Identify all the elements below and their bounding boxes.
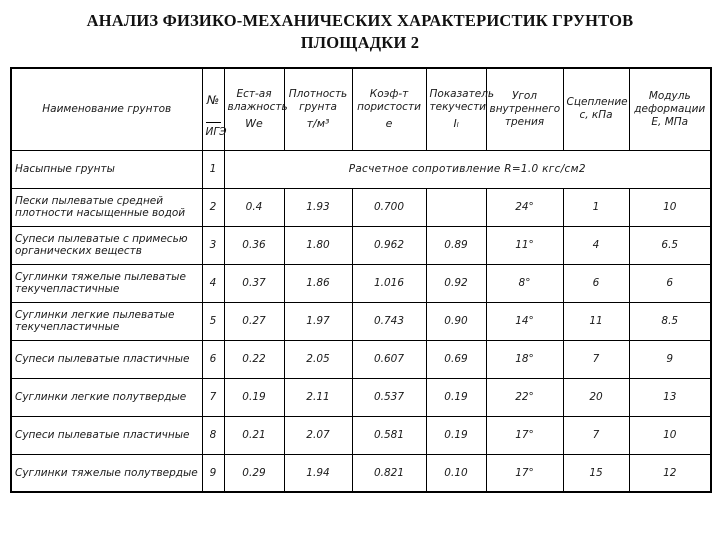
title-line-1: АНАЛИЗ ФИЗИКО-МЕХАНИЧЕСКИХ ХАРАКТЕРИСТИК ГРУНТОВ [86,11,634,30]
soil-name: Суглинки легкие полутвердые [11,378,202,416]
ige-number: 3 [202,226,224,264]
modulus-value: 8.5 [629,302,711,340]
header-fluidity [426,68,495,150]
porosity-value: 0.581 [352,416,426,454]
porosity-value: 0.821 [352,454,426,492]
ige-number: 5 [202,302,224,340]
modulus-value: 10 [629,188,711,226]
modulus-value: 12 [629,454,711,492]
moisture-value: 0.4 [224,188,284,226]
density-value: 1.80 [284,226,352,264]
friction-value: 18° [486,340,563,378]
header-soil-name: Наименование грунтов [11,68,202,150]
soil-name: Супеси пылеватые с примесью органических веществ [11,226,202,264]
soil-name: Супеси пылеватые пластичные [11,340,202,378]
ige-number: 1 [202,150,224,188]
header-fluidity-label: Показатель текучести [429,88,495,114]
density-value: 2.05 [284,340,352,378]
cohesion-value: 7 [563,416,629,454]
porosity-value: 0.743 [352,302,426,340]
moisture-value: 0.21 [224,416,284,454]
header-row [11,68,711,150]
moisture-value: 0.29 [224,454,284,492]
friction-value: 22° [486,378,563,416]
header-density-unit: т/м³ [306,117,330,131]
header-porosity-label: Коэф-т пористости [357,88,421,114]
fluidity-value: 0.10 [426,454,486,492]
cohesion-value: 6 [563,264,629,302]
fluidity-value: 0.19 [426,378,486,416]
porosity-value: 0.537 [352,378,426,416]
porosity-value: 0.700 [352,188,426,226]
table-row [11,454,711,492]
soil-characteristics-table [10,67,712,493]
cohesion-value: 11 [563,302,629,340]
ige-number: 2 [202,188,224,226]
header-porosity-symbol: е [385,117,393,131]
fluidity-value: 0.19 [426,416,486,454]
header-fluidity-symbol: Iₗ [453,117,459,131]
cohesion-value: 20 [563,378,629,416]
page-title [0,10,720,54]
row-note: Расчетное сопротивление R=1.0 кгс/см2 [224,150,711,188]
soil-name: Суглинки легкие пылеватые текучепластичные [11,302,202,340]
porosity-value: 0.962 [352,226,426,264]
density-value: 2.11 [284,378,352,416]
moisture-value: 0.36 [224,226,284,264]
header-modulus: Модуль деформации Е, МПа [629,68,711,150]
header-number-symbol: № [206,78,221,123]
porosity-value: 0.607 [352,340,426,378]
cohesion-value: 15 [563,454,629,492]
table-row [11,302,711,340]
cohesion-value: 1 [563,188,629,226]
fluidity-value: 0.90 [426,302,486,340]
header-porosity [352,68,426,150]
friction-value: 24° [486,188,563,226]
moisture-value: 0.22 [224,340,284,378]
cohesion-value: 4 [563,226,629,264]
soil-name: Пески пылеватые средней плотности насыщенные водой [11,188,202,226]
header-number [202,68,227,150]
modulus-value: 6 [629,264,711,302]
fluidity-value: 0.92 [426,264,486,302]
modulus-value: 13 [629,378,711,416]
soil-name: Суглинки тяжелые пылеватые текучепластичные [11,264,202,302]
table-row [11,226,711,264]
table-row [11,264,711,302]
header-density [284,68,352,150]
ige-number: 8 [202,416,224,454]
density-value: 1.86 [284,264,352,302]
modulus-value: 9 [629,340,711,378]
header-moisture-symbol: We [245,117,263,131]
friction-value: 14° [486,302,563,340]
moisture-value: 0.19 [224,378,284,416]
soil-name: Суглинки тяжелые полутвердые [11,454,202,492]
table-row [11,150,711,188]
modulus-value: 6.5 [629,226,711,264]
density-value: 1.93 [284,188,352,226]
table-row [11,340,711,378]
friction-value: 8° [486,264,563,302]
density-value: 1.97 [284,302,352,340]
moisture-value: 0.37 [224,264,284,302]
density-value: 2.07 [284,416,352,454]
table-row [11,378,711,416]
fluidity-value [426,188,486,226]
friction-value: 17° [486,454,563,492]
ige-number: 9 [202,454,224,492]
ige-number: 4 [202,264,224,302]
soil-name: Насыпные грунты [11,150,202,188]
header-density-label: Плотность грунта [288,88,348,114]
header-cohesion: Сцепление с, кПа [563,68,629,150]
ige-number: 6 [202,340,224,378]
modulus-value: 10 [629,416,711,454]
cohesion-value: 7 [563,340,629,378]
table-row [11,188,711,226]
fluidity-value: 0.69 [426,340,486,378]
table-row [11,416,711,454]
porosity-value: 1.016 [352,264,426,302]
header-number-ige: ИГЭ [205,125,227,138]
header-moisture-label: Ест-ая влажность [227,88,288,114]
density-value: 1.94 [284,454,352,492]
friction-value: 17° [486,416,563,454]
moisture-value: 0.27 [224,302,284,340]
soil-name: Супеси пылеватые пластичные [11,416,202,454]
header-moisture [224,68,288,150]
ige-number: 7 [202,378,224,416]
fluidity-value: 0.89 [426,226,486,264]
title-line-2: ПЛОЩАДКИ 2 [300,33,420,52]
header-friction: Угол внутреннего трения [486,68,563,150]
friction-value: 11° [486,226,563,264]
